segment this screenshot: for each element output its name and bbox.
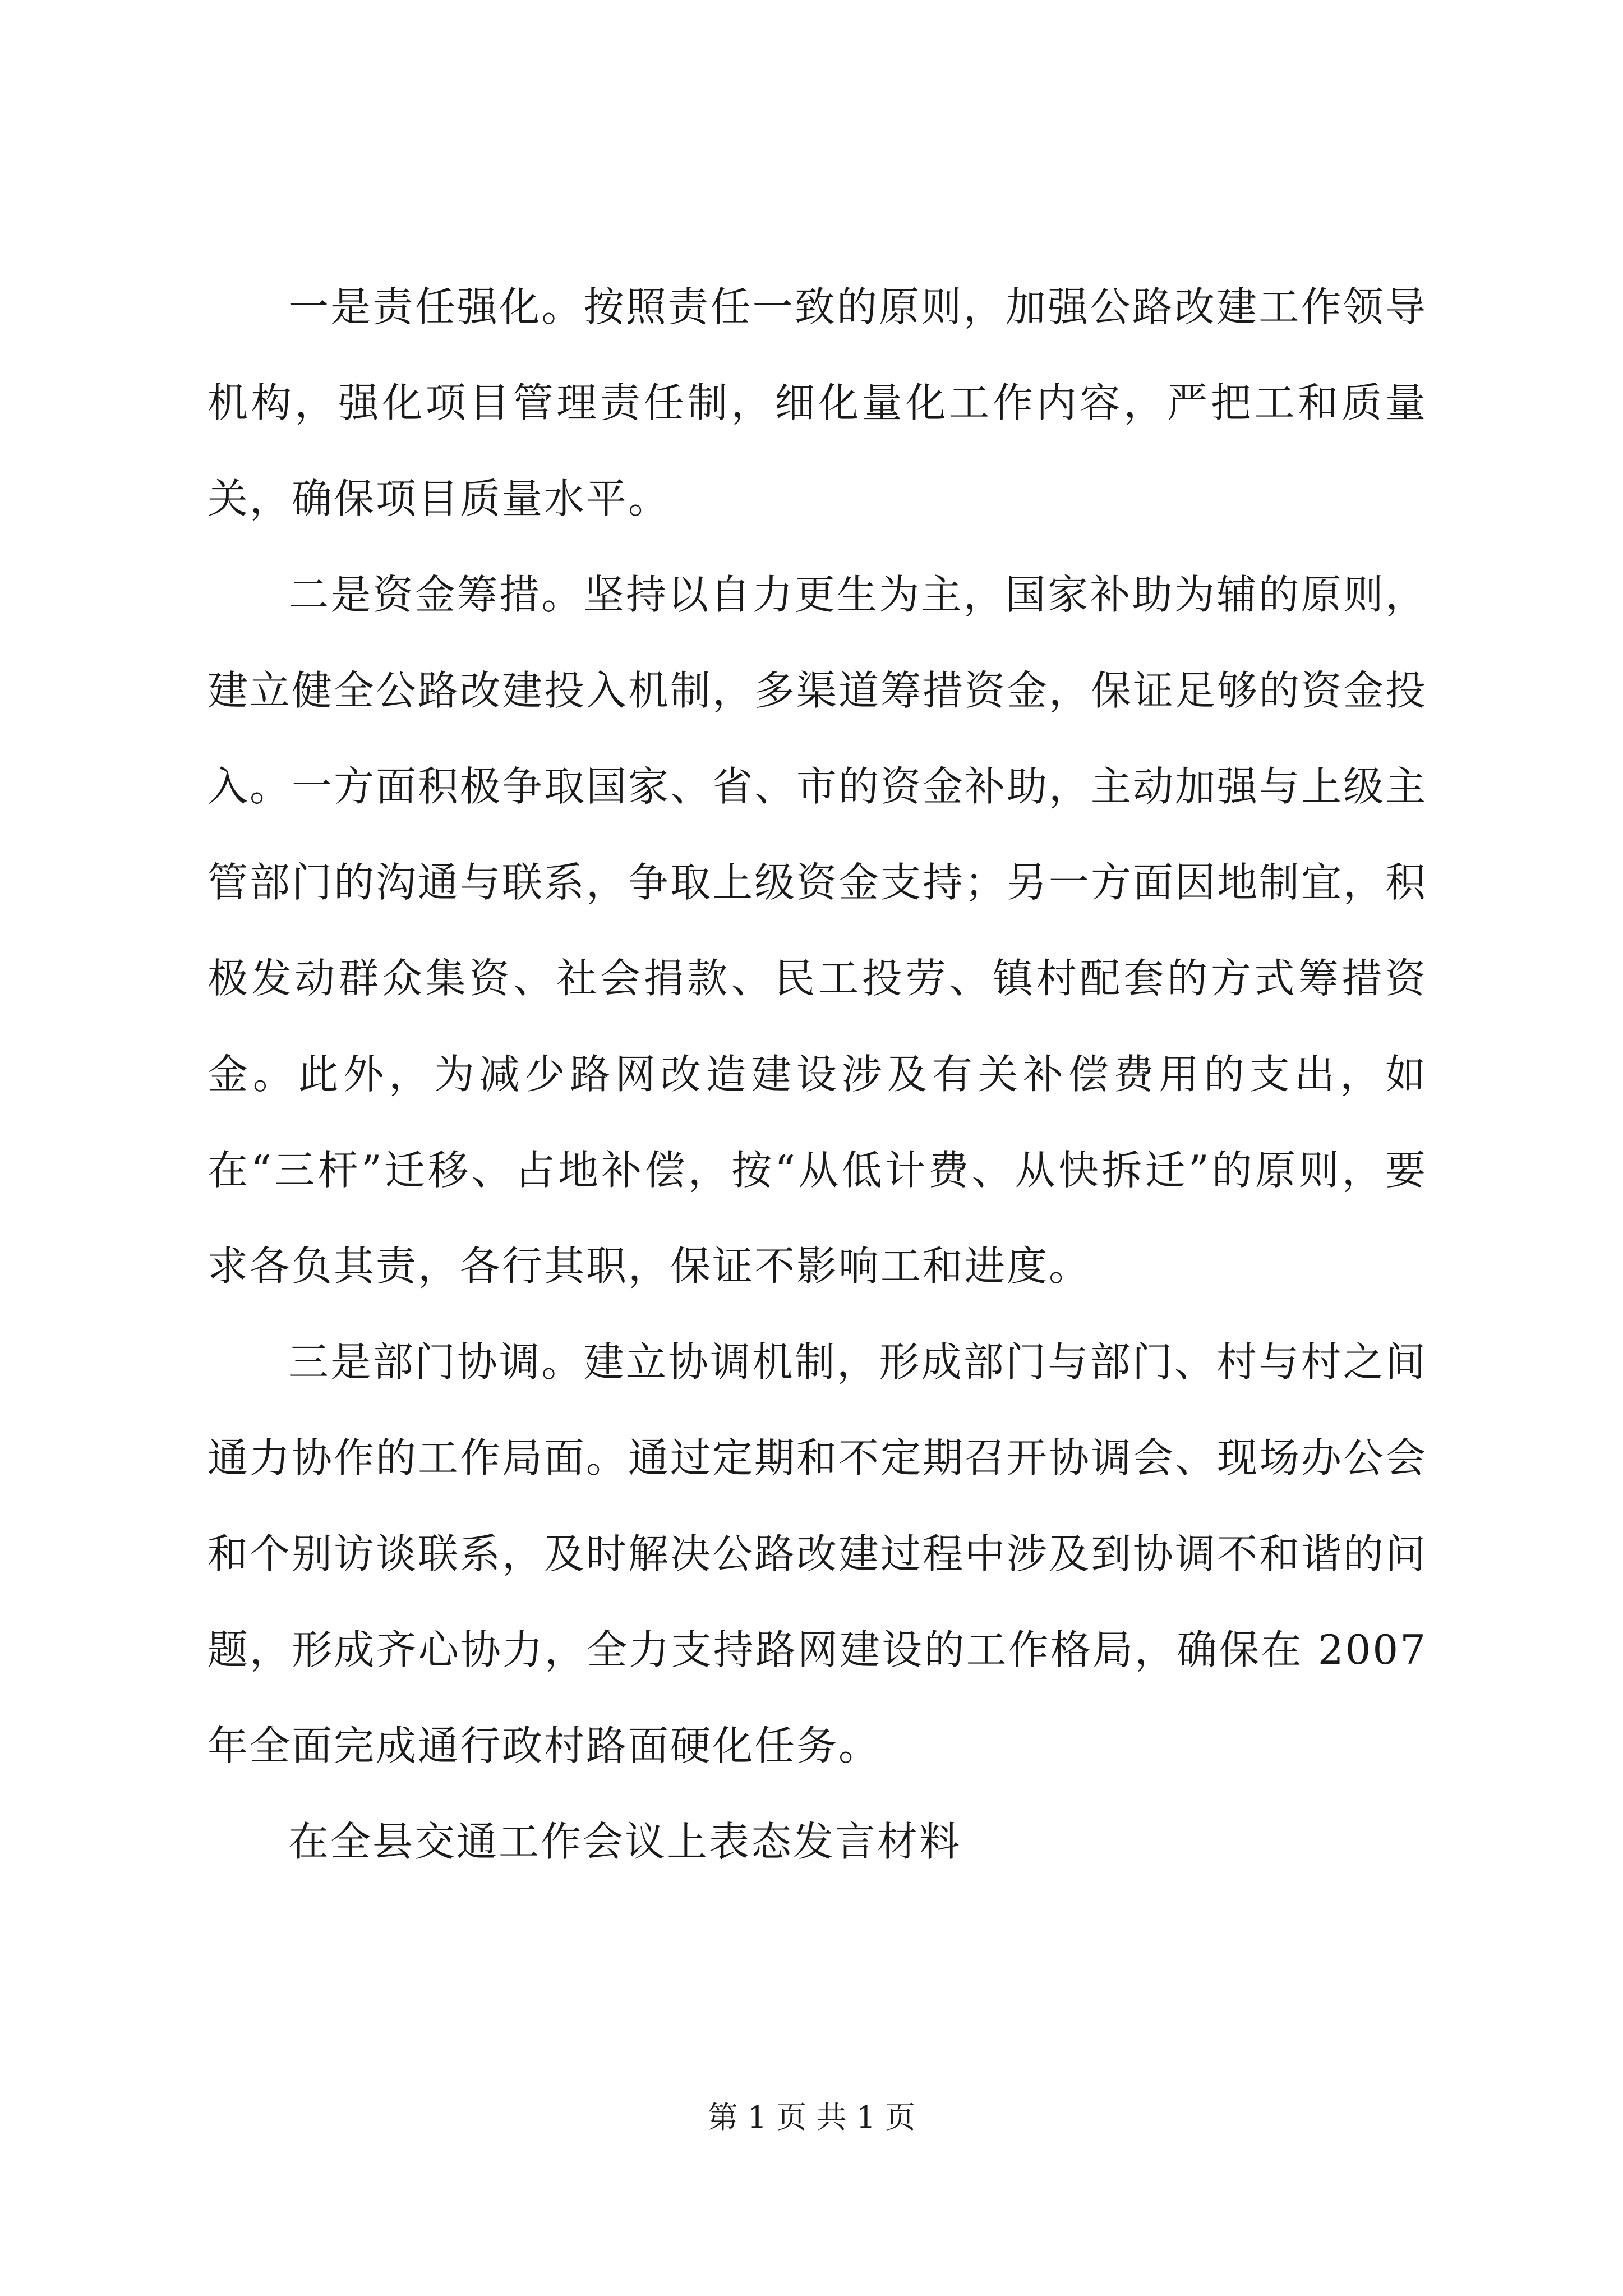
document-body	[208, 259, 1427, 1890]
page-footer: 第 1 页 共 1 页	[707, 2100, 916, 2135]
paragraph-responsibility: 一是责任强化。按照责任一致的原则，加强公路改建工作领导机构，强化项目管理责任制，细化量化工作内容，严把工和质量关，确保项目质量水平。	[208, 283, 1427, 522]
paragraph-coordination: 三是部门协调。建立协调机制，形成部门与部门、村与村之间通力协作的工作局面。通过定期和不定期召开协调会、现场办公会和个别访谈联系，及时解决公路改建过程中涉及到协调不和谐的问题，形成齐心协力，全力支持路网建设的工作格局，确保在 2007 年全面完成通行政村路面硬化任务。	[208, 1338, 1428, 1769]
paragraph-title-line: 在全县交通工作会议上表态发言材料	[288, 1818, 962, 1865]
paragraph-funding: 二是资金筹措。坚持以自力更生为主，国家补助为辅的原则，建立健全公路改建投入机制，多渠道筹措资金，保证足够的资金投入。一方面积极争取国家、省、市的资金补助，主动加强与上级主管部门的沟通与联系，争取上级资金支持；另一方面因地制宜，积极发动群众集资、社会捐款、民工投劳、镇村配套的方式筹措资金。此外，为减少路网改造建设涉及有关补偿费用的支出，如在“三杆”迁移、占地补偿，按“从低计费、从快拆迁”的原则，要求各负其责，各行其职，保证不影响工和进度。	[208, 571, 1428, 1290]
